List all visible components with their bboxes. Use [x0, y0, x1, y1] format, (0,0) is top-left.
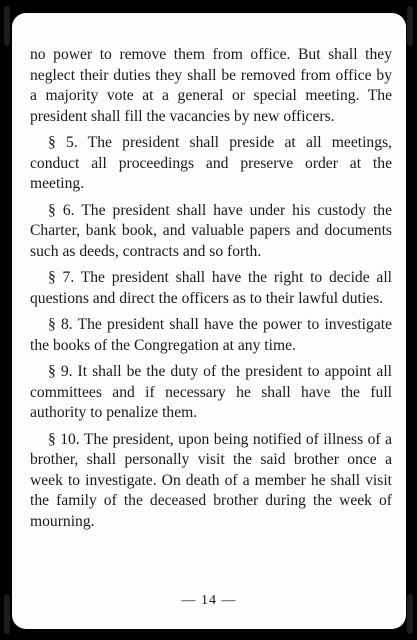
frame-corner-bottom-left	[4, 594, 10, 634]
paragraph-continuation: no power to remove them from office. But shall they neglect their duties they shall be removed from office by a majority vote at a general or special meeting. The president shall fill the vacancies by new officers.	[30, 46, 392, 125]
paragraph-section-8: § 8. The president shall have the power to investigate the books of the Congregation at any time.	[30, 316, 392, 354]
paragraph-section-5: § 5. The president shall preside at all meetings, conduct all proceedings and preserve order at the meeting.	[30, 134, 392, 192]
paragraph-section-10: § 10. The president, upon being notified of illness of a brother, shall personally visit the said brother once a week to investigate. On death of a member he shall visit the family of the deceased brother during the week of mourning.	[30, 430, 392, 530]
frame-corner-bottom-right	[407, 594, 413, 634]
paragraph-section-9: § 9. It shall be the duty of the president to appoint all committees and if necessary he shall have the full authority to penalize them.	[30, 363, 392, 421]
paragraph-section-7: § 7. The president shall have the right to decide all questions and direct the officers as to their lawful duties.	[30, 269, 392, 307]
document-page	[12, 13, 406, 629]
frame-corner-top-left	[4, 6, 10, 46]
page-number: — 14 —	[181, 593, 237, 608]
frame-corner-top-right	[407, 6, 413, 46]
paragraph-section-6: § 6. The president shall have under his custody the Charter, bank book, and valuable papers and documents such as deeds, contracts and so forth.	[30, 201, 392, 260]
